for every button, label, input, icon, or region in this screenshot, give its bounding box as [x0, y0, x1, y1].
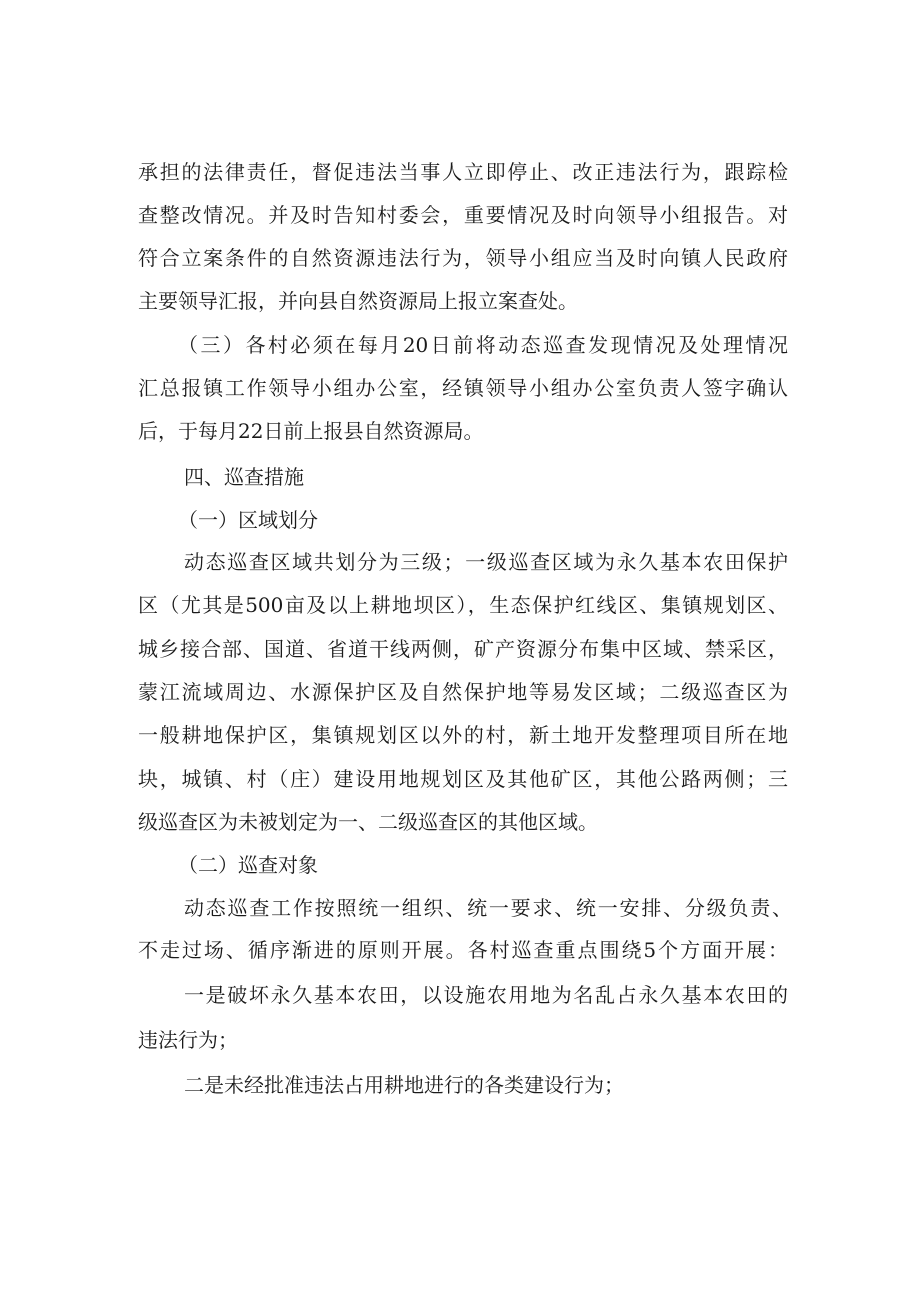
- text-line: 一般耕地保护区，集镇规划区以外的村，新土地开发整理项目所在地: [138, 723, 788, 747]
- subsection-heading: （一）区域划分: [178, 508, 318, 532]
- text-line: 城乡接合部、国道、省道干线两侧，矿产资源分布集中区域、禁采区，: [138, 637, 788, 661]
- subsection-heading: （二）巡查对象: [178, 853, 318, 877]
- text-line: 级巡查区为未被划定为一、二级巡查区的其他区域。: [138, 810, 598, 834]
- text-line: 区（尤其是500亩及以上耕地坝区），生态保护红线区、集镇规划区、: [138, 593, 788, 617]
- paragraph-item-two: 二是未经批准违法占用耕地进行的各类建设行为；: [184, 1073, 624, 1097]
- text-line: 不走过场、循序渐进的原则开展。各村巡查重点围绕5个方面开展：: [138, 938, 788, 962]
- text-line: 汇总报镇工作领导小组办公室，经镇领导小组办公室负责人签字确认: [138, 376, 788, 400]
- text-line: 块，城镇、村（庄）建设用地规划区及其他矿区，其他公路两侧；三: [138, 767, 788, 791]
- section-heading: 四、巡查措施: [184, 465, 304, 489]
- text-line: 动态巡查工作按照统一组织、统一要求、统一安排、分级负责、: [184, 896, 792, 920]
- text-line: 查整改情况。并及时告知村委会，重要情况及时向领导小组报告。对: [138, 203, 788, 227]
- text-line: （三）各村必须在每月20日前将动态巡查发现情况及处理情况: [178, 333, 788, 357]
- text-line: 蒙江流域周边、水源保护区及自然保护地等易发区域；二级巡查区为: [138, 680, 788, 704]
- text-line: 承担的法律责任，督促违法当事人立即停止、改正违法行为，跟踪检: [138, 160, 788, 184]
- text-line: 动态巡查区域共划分为三级；一级巡查区域为永久基本农田保护: [184, 550, 788, 574]
- text-line: 符合立案条件的自然资源违法行为，领导小组应当及时向镇人民政府: [138, 246, 788, 270]
- text-line: 后，于每月22日前上报县自然资源局。: [138, 419, 484, 443]
- text-line: 主要领导汇报，并向县自然资源局上报立案查处。: [138, 289, 578, 313]
- text-line: 违法行为；: [138, 1028, 238, 1052]
- text-line: 一是破坏永久基本农田，以设施农用地为名乱占永久基本农田的: [184, 983, 788, 1007]
